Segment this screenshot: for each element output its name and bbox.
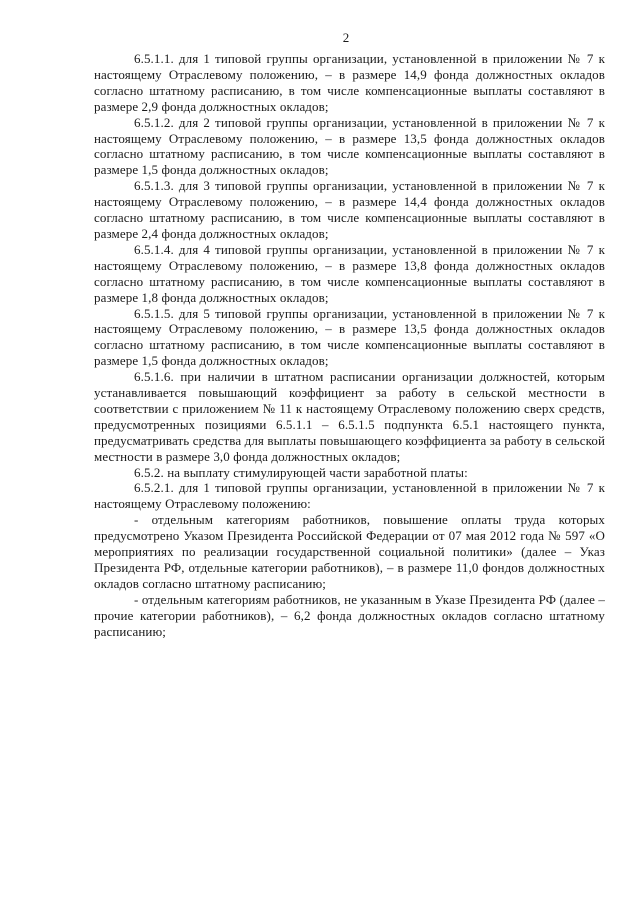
clause-6-5-2: 6.5.2. на выплату стимулирующей части заработной платы: (134, 464, 468, 480)
clause-6-5-1-5: 6.5.1.5. для 5 типовой группы организации, установленной в приложении № 7 к настоящему Отраслевому положению, – в размере 13,5 фонда должностных окладов согласно штатному расписанию, в том числе компенсационные выплаты составляют в размере 1,5 фонда должностных окладов; (94, 305, 605, 369)
document-body (94, 51, 605, 640)
list-item-decree-categories: - отдельным категориям работников, повышение оплаты труда которых предусмотрено Указом Президента Российской Федерации от 07 мая 2012 года № 597 «О мероприятиях по реализации государственной социальной политики» (далее – Указ Президента РФ, отдельные категории работников), – в размере 11,0 фондов должностных окладов согласно штатному расписанию; (94, 512, 605, 591)
list-item-other-categories: - отдельным категориям работников, не указанным в Указе Президента РФ (далее – прочие категории работников), – 6,2 фонда должностных окладов согласно штатному расписанию; (94, 591, 605, 639)
page-number: 2 (342, 30, 350, 45)
clause-6-5-1-3: 6.5.1.3. для 3 типовой группы организации, установленной в приложении № 7 к настоящему Отраслевому положению, – в размере 14,4 фонда должностных окладов согласно штатному расписанию, в том числе компенсационные выплаты составляют в размере 2,4 фонда должностных окладов; (94, 178, 605, 241)
clause-6-5-2-1: 6.5.2.1. для 1 типовой группы организации, установленной в приложении № 7 к настоящему Отраслевому положению: (94, 480, 605, 512)
clause-6-5-1-1: 6.5.1.1. для 1 типовой группы организации, установленной в приложении № 7 к настоящему Отраслевому положению, – в размере 14,9 фонда должностных окладов согласно штатному расписанию, в том числе компенсационные выплаты составляют в размере 2,9 фонда должностных окладов; (94, 51, 605, 114)
clause-6-5-1-2: 6.5.1.2. для 2 типовой группы организации, установленной в приложении № 7 к настоящему Отраслевому положению, – в размере 13,5 фонда должностных окладов согласно штатному расписанию, в том числе компенсационные выплаты составляют в размере 1,5 фонда должностных окладов; (94, 114, 605, 178)
clause-6-5-1-6: 6.5.1.6. при наличии в штатном расписании организации должностей, которым устанавливается повышающий коэффициент за работу в сельской местности в соответствии с приложением № 11 к настоящему Отраслевому положению сверх средств, предусмотренных позициями 6.5.1.1 – 6.5.1.5 подпункта 6.5.1 настоящего пункта, предусматривать средства для выплаты повышающего коэффициента за работу в сельской местности в размере 3,0 фонда должностных окладов; (94, 369, 605, 464)
clause-6-5-1-4: 6.5.1.4. для 4 типовой группы организации, установленной в приложении № 7 к настоящему Отраслевому положению, – в размере 13,8 фонда должностных окладов согласно штатному расписанию, в том числе компенсационные выплаты составляют в размере 1,8 фонда должностных окладов; (94, 241, 605, 305)
